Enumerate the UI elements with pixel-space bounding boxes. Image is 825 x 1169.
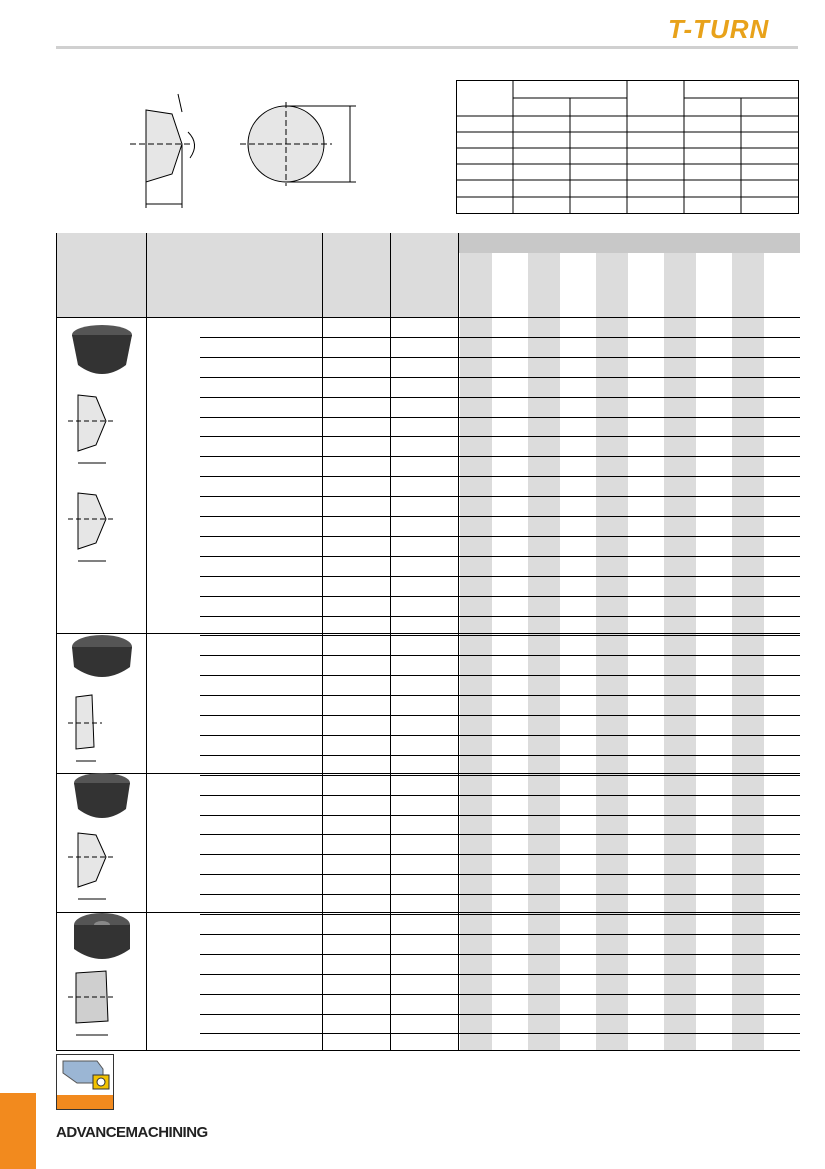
table-row-line: [200, 755, 800, 756]
insert-drawing-2: [68, 695, 102, 761]
table-row-line: [200, 874, 800, 875]
table-row-line: [200, 397, 800, 398]
table-row-line: [200, 954, 800, 955]
table-row-line: [200, 1014, 800, 1015]
table-row-line: [200, 994, 800, 995]
section-tab: [0, 1093, 36, 1169]
table-row-line: [200, 974, 800, 975]
table-row-line: [200, 616, 800, 617]
insert-top-drawing: [240, 102, 356, 186]
insert-drawing-1a: [68, 395, 114, 463]
table-row-line: [200, 516, 800, 517]
insert-photo-3: [74, 773, 130, 818]
table-row-line: [200, 596, 800, 597]
table-row-line: [200, 834, 800, 835]
table-row-line: [200, 337, 800, 338]
grade-column-2: [528, 253, 560, 1051]
table-row-line: [200, 934, 800, 935]
table-row-line: [200, 854, 800, 855]
table-row-line: [200, 735, 800, 736]
turning-insert-icon: [56, 1054, 114, 1110]
table-row-line: [200, 357, 800, 358]
brand-logo: [668, 14, 808, 44]
table-row-line: [200, 456, 800, 457]
grade-column-3: [596, 253, 628, 1051]
grade-column-1: [460, 253, 492, 1051]
grade-column-4: [664, 253, 696, 1051]
group-separator: [56, 912, 800, 913]
insert-illustrations: [66, 321, 142, 1051]
group-separator: [56, 773, 800, 774]
logo-text: T-TURN: [668, 14, 770, 44]
insert-photo-1: [72, 325, 132, 374]
table-row-line: [200, 675, 800, 676]
table-row-line: [200, 556, 800, 557]
table-row-line: [200, 894, 800, 895]
insert-photo-2: [72, 635, 132, 677]
table-row-line: [200, 417, 800, 418]
table-row-line: [200, 655, 800, 656]
group-separator: [56, 633, 800, 634]
table-row-line: [200, 715, 800, 716]
dimension-table: [456, 80, 800, 216]
table-row-line: [200, 775, 800, 776]
table-row-line: [200, 1033, 800, 1034]
grade-header-bar: [458, 233, 800, 253]
insert-drawing-1b: [68, 493, 114, 561]
footer-brand: ADVANCEMACHINING: [56, 1124, 208, 1141]
table-row-line: [200, 914, 800, 915]
insert-drawing-4: [68, 971, 116, 1035]
table-row-line: [200, 576, 800, 577]
grade-column-5: [732, 253, 764, 1051]
header-rule: [56, 46, 798, 49]
table-row-line: [200, 795, 800, 796]
table-row-line: [200, 476, 800, 477]
dimension-drawings: [130, 92, 370, 212]
insert-photo-4: [74, 913, 130, 959]
table-row-line: [200, 815, 800, 816]
main-table: [56, 233, 800, 1051]
table-row-line: [200, 536, 800, 537]
table-row-line: [200, 436, 800, 437]
insert-drawing-3: [68, 833, 114, 899]
table-row-line: [200, 377, 800, 378]
table-row-line: [200, 695, 800, 696]
insert-profile-drawing: [130, 94, 195, 208]
table-row-line: [200, 496, 800, 497]
table-row-line: [200, 635, 800, 636]
